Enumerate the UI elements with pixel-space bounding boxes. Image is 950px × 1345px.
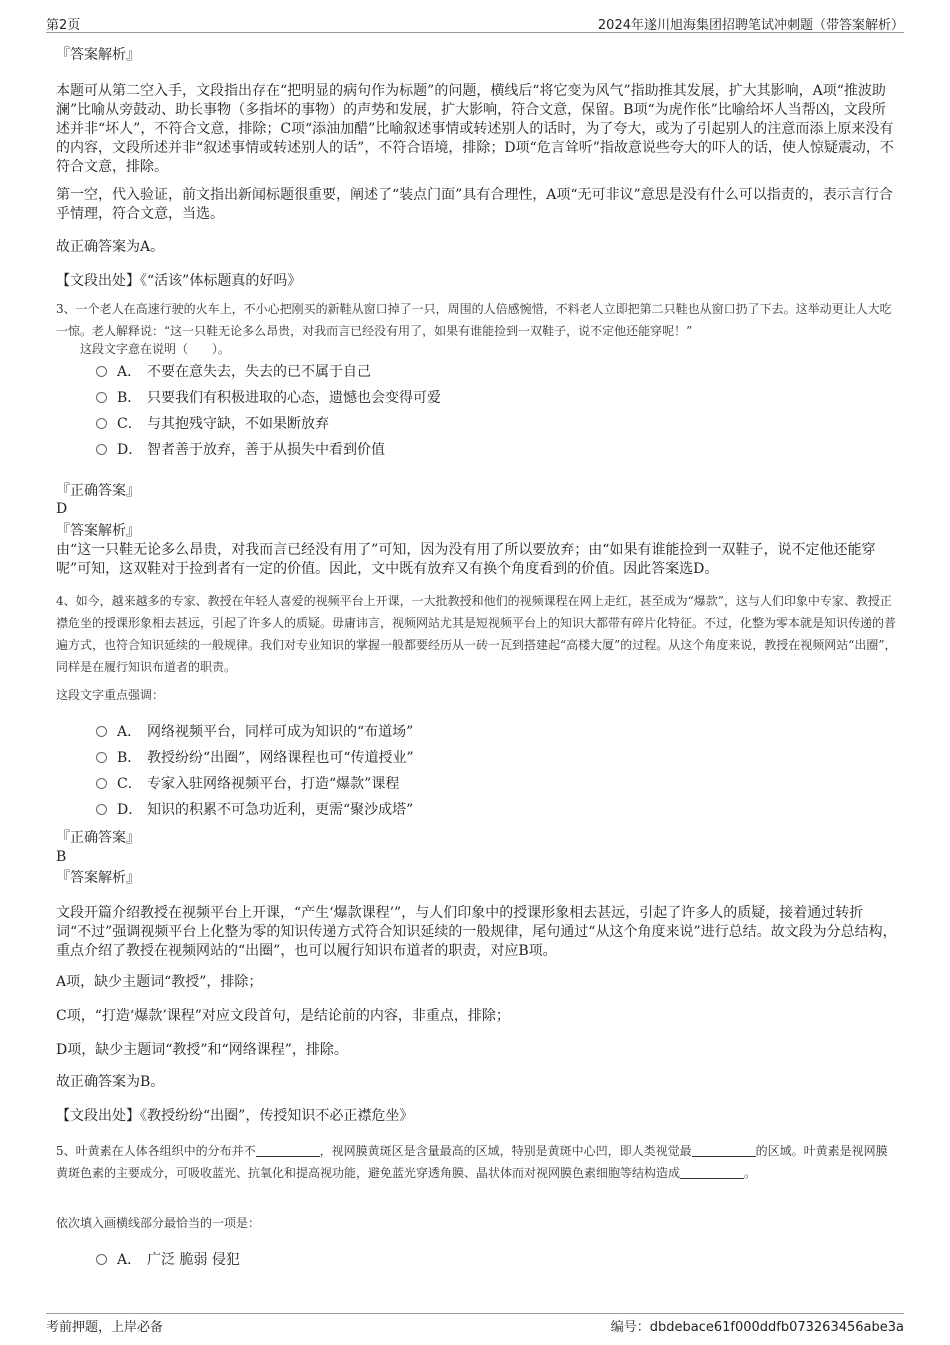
q3-analysis: 由“这一只鞋无论多么昂贵，对我而言已经没有用了”可知，因为没有用了所以要放弃；由“如果有谁能捡到一双鞋子，说不定他还能穿呢”可知，这双鞋对于捡到者有一定的价值。因此，文中既有放弃又有换个角度看到的价值。因此答案选D。: [56, 542, 876, 577]
page-header: [46, 12, 904, 33]
document-code: 编号：dbdebace61f000ddfb073263456abe3a: [610, 1320, 904, 1335]
radio-icon[interactable]: [96, 444, 107, 455]
q3-question: 这段文字意在说明（ ）。: [80, 342, 231, 356]
q4-option-b[interactable]: B． 教授纷纷“出圈”，网络课程也可“传道授业”: [96, 748, 414, 768]
q4-option-c[interactable]: C． 专家入驻网络视频平台，打造“爆款”课程: [96, 774, 399, 794]
page-number: 第2页: [46, 18, 81, 33]
q4-option-a[interactable]: A． 网络视频平台，同样可成为知识的“布道场”: [96, 722, 413, 742]
radio-icon[interactable]: [96, 752, 107, 763]
q4-source: 【文段出处】《教授纷纷“出圈”，传授知识不必正襟危坐》: [56, 1108, 414, 1124]
q4-analysis-p3: C项，“打造‘爆款’课程”对应文段首句，是结论前的内容，非重点，排除；: [56, 1008, 510, 1024]
fill-blank: [680, 1166, 744, 1179]
q2-conclusion: 故正确答案为A。: [56, 239, 165, 255]
radio-icon[interactable]: [96, 366, 107, 377]
q2-source: 【文段出处】《“活该”体标题真的好吗》: [56, 273, 302, 289]
q3-answer-label: 『正确答案』: [56, 483, 140, 499]
radio-icon[interactable]: [96, 804, 107, 815]
fill-blank: [256, 1144, 320, 1157]
q3-option-d[interactable]: D． 智者善于放弃，善于从损失中看到价值: [96, 440, 385, 460]
q4-question: 这段文字重点强调：: [56, 688, 165, 702]
q3-option-c[interactable]: C． 与其抱残守缺，不如果断放弃: [96, 414, 329, 434]
q4-option-d[interactable]: D． 知识的积累不可急功近利，更需“聚沙成塔”: [96, 800, 413, 820]
footer-slogan: 考前押题，上岸必备: [46, 1320, 164, 1335]
radio-icon[interactable]: [96, 392, 107, 403]
q4-answer: B: [56, 849, 67, 865]
q3-option-a[interactable]: A． 不要在意失去，失去的已不属于自己: [96, 362, 371, 382]
q3-analysis-label: 『答案解析』: [56, 523, 140, 539]
q3-option-b[interactable]: B． 只要我们有积极进取的心态，遗憾也会变得可爱: [96, 388, 441, 408]
q3-stem: 3、一个老人在高速行驶的火车上，不小心把刚买的新鞋从窗口掉了一只，周围的人倍感惋惜，不料老人立即把第二只鞋也从窗口扔了下去。这举动更让人大吃一惊。老人解释说：“这一只鞋无论多么昂贵，对我而言已经没有用了，如果有谁能捡到一双鞋子，说不定他还能穿呢！”: [56, 302, 892, 338]
q2-analysis-label: 『答案解析』: [56, 47, 140, 63]
q4-stem: 4、如今，越来越多的专家、教授在年轻人喜爱的视频平台上开课，一大批教授和他们的视频课程在网上走红，甚至成为“爆款”，这与人们印象中专家、教授正襟危坐的授课形象相去甚远，引起了许多人的质疑。毋庸讳言，视频网站尤其是短视频平台上的知识大都带有碎片化特征。不过，化整为零本就是知识传递的普遍方式，也符合知识延续的一般规律。我们对专业知识的掌握一般都要经历从一砖一瓦到搭建起“高楼大厦”的过程。从这个角度来说，教授在视频网站“出圈”，同样是在履行知识布道者的职责。: [56, 594, 897, 674]
q5-option-a[interactable]: A． 广泛 脆弱 侵犯: [96, 1250, 240, 1270]
q5-question: 依次填入画横线部分最恰当的一项是：: [56, 1216, 261, 1230]
radio-icon[interactable]: [96, 1254, 107, 1265]
q4-conclusion: 故正确答案为B。: [56, 1074, 165, 1090]
q2-analysis-p1: 本题可从第二空入手，文段指出存在“把明显的病句作为标题”的问题，横线后“将它变为风气”指助推其发展，扩大其影响，A项“推波助澜”比喻从旁鼓动、助长事物（多指坏的事物）的声势和发展，扩大影响，符合文意，保留。B项“为虎作伥”比喻给坏人当帮凶，文段所述并非“坏人”，不符合文意，排除；C项“添油加醋”比喻叙述事情或转述别人的话时，为了夸大，或为了引起别人的注意而添上原来没有的内容，文段所述并非“叙述事情或转述别人的话”，不符合语境，排除；D项“危言耸听”指故意说些夸大的吓人的话，使人惊疑震动，不符合文意，排除。: [56, 83, 894, 175]
radio-icon[interactable]: [96, 726, 107, 737]
q2-analysis-p2: 第一空，代入验证，前文指出新闻标题很重要，阐述了“装点门面”具有合理性，A项“无可非议”意思是没有什么可以指责的，表示言行合乎情理，符合文意，当选。: [56, 187, 893, 222]
q3-answer: D: [56, 501, 68, 517]
radio-icon[interactable]: [96, 778, 107, 789]
q4-answer-label: 『正确答案』: [56, 830, 140, 846]
fill-blank: [692, 1144, 756, 1157]
q4-analysis-p2: A项，缺少主题词“教授”，排除；: [56, 974, 263, 990]
q4-analysis-p1: 文段开篇介绍教授在视频平台上开课，“产生‘爆款课程’”，与人们印象中的授课形象相去甚远，引起了许多人的质疑，接着通过转折词“不过”强调视频平台上化整为零的知识传递方式符合知识延续的一般规律，尾句通过“从这个角度来说”进行总结。故文段为分总结构，重点介绍了教授在视频网站的“出圈”，也可以履行知识布道者的职责，对应B项。: [56, 905, 897, 959]
radio-icon[interactable]: [96, 418, 107, 429]
document-title: 2024年遂川旭海集团招聘笔试冲刺题（带答案解析）: [597, 18, 904, 33]
q5-stem: 5、叶黄素在人体各组织中的分布并不 ，视网膜黄斑区是含量最高的区域，特别是黄斑中心凹，即人类视觉最 的区域。叶黄素是视网膜黄斑色素的主要成分，可吸收蓝光、抗氧化和提高视功能，避免蓝光穿透角膜、晶状体而对视网膜色素细胞等结构造成 。: [56, 1144, 888, 1180]
q4-analysis-p4: D项，缺少主题词“教授”和“网络课程”，排除。: [56, 1042, 348, 1058]
q4-analysis-label: 『答案解析』: [56, 870, 140, 886]
page-footer: [46, 1313, 904, 1334]
